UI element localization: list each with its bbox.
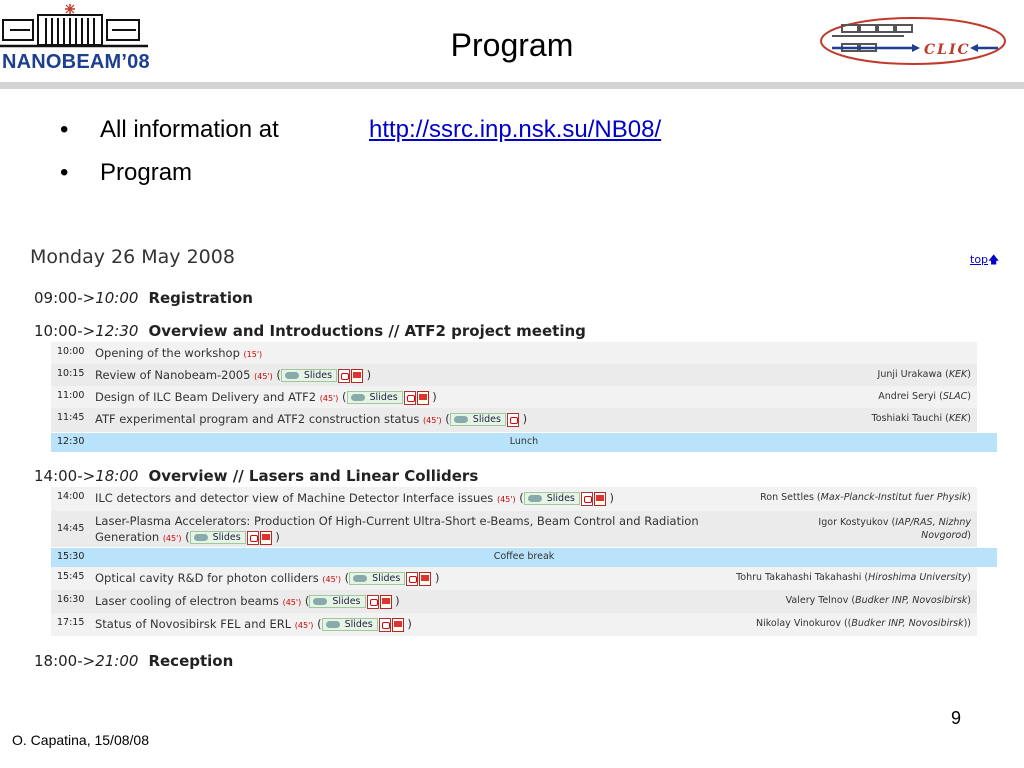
slides-label: Slides: [472, 414, 501, 425]
speaker-name: Valery Telnov (: [785, 595, 856, 606]
break-row: [51, 433, 997, 452]
speaker-close: ): [967, 595, 971, 606]
session-title: Reception: [148, 652, 234, 670]
bullet-dot: •: [60, 116, 69, 143]
footer-author: O. Capatina, 15/08/08: [12, 732, 149, 748]
timetable-row: [51, 613, 977, 636]
slides-icon: [454, 416, 468, 423]
speaker-affiliation: Budker INP, Novosibirsk: [851, 618, 964, 629]
timetable-row: [51, 408, 977, 432]
ppt-icon[interactable]: [417, 391, 429, 405]
slides-icon: [351, 394, 365, 401]
speaker-affiliation: Budker INP, Novosibirsk: [855, 595, 968, 606]
slides-icon: [326, 621, 340, 628]
slides-icon: [194, 534, 208, 541]
ppt-icon[interactable]: [260, 531, 272, 545]
session-header: [34, 652, 233, 670]
timetable-row: [51, 364, 977, 386]
row-title: ILC detectors and detector view of Machine Detector Interface issues (45') ( Slides ): [95, 491, 615, 505]
speaker-affiliation: Max-Planck-Institut fuer Physik: [820, 492, 968, 503]
speaker-name: Toshiaki Tauchi (: [871, 413, 949, 424]
slides-label: Slides: [369, 392, 398, 403]
nanobeam-logo-text: NANOBEAM’08: [2, 51, 150, 73]
slides-button[interactable]: [281, 369, 337, 382]
row-title: [95, 345, 745, 363]
speaker: [878, 390, 971, 403]
speaker: [818, 516, 971, 542]
speaker-name: Ron Settles (: [760, 492, 821, 503]
slides-button[interactable]: [309, 595, 365, 608]
session-header: [34, 289, 253, 307]
speaker-affiliation: IAP/RAS, Nizhny: [895, 517, 971, 528]
slides-icon: [285, 372, 299, 379]
timetable-row: [51, 386, 977, 408]
talk-title[interactable]: Status of Novosibirsk FEL and ERL: [95, 617, 292, 631]
pdf-icon[interactable]: [581, 492, 593, 506]
session-start: 14:00->: [34, 467, 96, 485]
slides-label: Slides: [212, 532, 241, 543]
speaker-close: ): [967, 413, 971, 424]
talk-duration: (45'): [423, 416, 442, 425]
pdf-icon[interactable]: [367, 595, 379, 609]
talk-title[interactable]: Laser cooling of electron beams: [95, 594, 279, 608]
talk-title[interactable]: Optical cavity R&D for photon colliders: [95, 571, 319, 585]
session-end: 21:00: [95, 652, 139, 670]
slides-label: Slides: [303, 370, 333, 381]
row-title: Review of Nanobeam-2005 (45') ( Slides ): [95, 368, 372, 382]
pdf-icon[interactable]: [507, 413, 519, 427]
session-end: 10:00: [95, 289, 139, 307]
row-time: 14:00: [57, 491, 85, 502]
speaker-name: Igor Kostyukov (: [818, 517, 896, 528]
speaker-affiliation: Novgorod: [921, 530, 968, 541]
speaker-affiliation: KEK: [948, 369, 968, 380]
talk-title-line2[interactable]: Generation: [95, 530, 160, 544]
talk-title[interactable]: ILC detectors and detector view of Machine Detector Interface issues: [95, 491, 494, 505]
bullet-text: Program: [100, 159, 193, 186]
break-row: [51, 548, 997, 567]
ppt-icon[interactable]: [594, 492, 606, 506]
slides-icon: [313, 598, 327, 605]
speaker-affiliation: Hiroshima University: [868, 572, 968, 583]
slides-button[interactable]: [349, 572, 405, 585]
timetable-row: [51, 487, 977, 511]
slides-label: Slides: [546, 493, 575, 504]
break-title: Coffee break: [493, 551, 555, 562]
session-start: 18:00->: [34, 652, 96, 670]
pdf-icon[interactable]: [247, 531, 259, 545]
pdf-icon[interactable]: [404, 391, 416, 405]
talk-duration: (45'): [322, 575, 341, 584]
session-start: 10:00->: [34, 322, 96, 340]
row-time: 11:00: [57, 390, 85, 401]
speaker-close: ): [967, 530, 971, 541]
slides-label: Slides: [372, 573, 401, 584]
talk-duration: (45'): [294, 621, 314, 630]
row-time: 11:45: [57, 412, 85, 423]
break-title: Lunch: [509, 436, 539, 447]
speaker-affiliation: KEK: [948, 413, 968, 424]
slide-title: Program: [450, 27, 574, 63]
session-header: [34, 322, 586, 340]
session-title: Registration: [148, 289, 253, 307]
speaker: [736, 571, 971, 584]
ppt-icon[interactable]: [351, 369, 363, 383]
row-time: 14:45: [57, 523, 85, 534]
ppt-icon[interactable]: [392, 618, 404, 632]
timetable-row: [51, 511, 977, 547]
row-title: Laser-Plasma Accelerators: Production Of High-Current Ultra-Short e-Beams, Beam Control and Radiation Generation (45') ( Slides ): [95, 514, 699, 544]
speaker-close: ): [967, 572, 971, 583]
session-header: [34, 467, 478, 485]
session-title: Overview and Introductions // ATF2 project meeting: [148, 322, 586, 340]
talk-duration: (45'): [162, 534, 182, 543]
slides-icon: [528, 495, 542, 502]
speaker-close: ): [967, 492, 971, 503]
row-time: 15:45: [57, 571, 85, 582]
timetable-row: [51, 567, 977, 590]
talk-duration: (15'): [243, 350, 263, 359]
talk-title[interactable]: Review of Nanobeam-2005: [95, 368, 251, 382]
ppt-icon[interactable]: [419, 572, 431, 586]
day-title: Monday 26 May 2008: [30, 246, 235, 268]
speaker: [786, 594, 971, 607]
talk-title[interactable]: Opening of the workshop: [95, 346, 240, 360]
session-end: 18:00: [95, 467, 139, 485]
row-title: Optical cavity R&D for photon colliders (45') ( Slides ): [95, 571, 440, 585]
page-number: 9: [951, 708, 962, 728]
timetable-row: [51, 342, 977, 364]
slides-label: Slides: [344, 619, 373, 630]
speaker: [756, 617, 971, 630]
session-title: Overview // Lasers and Linear Colliders: [148, 467, 479, 485]
row-time: 10:15: [57, 368, 85, 379]
speaker: [878, 368, 971, 381]
talk-title[interactable]: Design of ILC Beam Delivery and ATF2: [95, 390, 317, 404]
ppt-icon[interactable]: [380, 595, 392, 609]
speaker-affiliation: SLAC: [942, 391, 968, 402]
top-link-label: top: [970, 253, 989, 266]
slides-button[interactable]: [322, 618, 378, 631]
row-title: ATF experimental program and ATF2 construction status (45') ( Slides ): [95, 412, 528, 426]
slides-label: Slides: [332, 596, 361, 607]
speaker-name: Nikolay Vinokurov ((: [756, 618, 852, 629]
session-start: 09:00->: [34, 289, 96, 307]
arrow-up-icon: 🡅: [988, 253, 1000, 266]
row-time: 10:00: [57, 346, 85, 357]
talk-duration: (45'): [282, 598, 302, 607]
website-link[interactable]: http://ssrc.inp.nsk.su/NB08/: [369, 116, 662, 143]
talk-title[interactable]: ATF experimental program and ATF2 construction status: [95, 412, 420, 426]
speaker-name: Andrei Seryi (: [878, 391, 943, 402]
speaker: [872, 412, 971, 425]
talk-title-line1[interactable]: Laser-Plasma Accelerators: Production Of High-Current Ultra-Short e-Beams, Beam Control and Radiation: [95, 514, 699, 528]
speaker: [760, 491, 971, 504]
speaker-name: Junji Urakawa (: [877, 369, 949, 380]
speaker-name: Tohru Takahashi Takahashi (: [736, 572, 869, 583]
slides-button[interactable]: [347, 391, 403, 404]
pdf-icon[interactable]: [379, 618, 391, 632]
talk-duration: (45'): [496, 495, 516, 504]
slides-button[interactable]: [450, 413, 506, 426]
row-time: 12:30: [57, 436, 85, 447]
bullet-dot: •: [60, 159, 69, 186]
speaker-close: ): [967, 369, 971, 380]
talk-duration: (45'): [254, 372, 273, 381]
session-end: 12:30: [95, 322, 139, 340]
speaker-close: )): [963, 618, 971, 629]
pdf-icon[interactable]: [406, 572, 418, 586]
slides-icon: [353, 575, 367, 582]
row-title: Status of Novosibirsk FEL and ERL (45') ( Slides ): [95, 617, 412, 631]
row-title: Design of ILC Beam Delivery and ATF2 (45') ( Slides ): [95, 390, 437, 404]
row-time: 15:30: [57, 551, 85, 562]
talk-duration: (45'): [319, 394, 339, 403]
speaker-close: ): [967, 391, 971, 402]
row-time: 17:15: [57, 617, 85, 628]
timetable-row: [51, 590, 977, 613]
slides-button[interactable]: [190, 531, 246, 544]
slides-button[interactable]: [524, 492, 580, 505]
pdf-icon[interactable]: [338, 369, 350, 383]
top-link[interactable]: [970, 251, 999, 270]
clic-logo-text: CLIC: [924, 42, 971, 58]
row-title: Laser cooling of electron beams (45') ( Slides ): [95, 594, 400, 608]
bullet-text: All information at: [100, 116, 279, 143]
row-time: 16:30: [57, 594, 85, 605]
